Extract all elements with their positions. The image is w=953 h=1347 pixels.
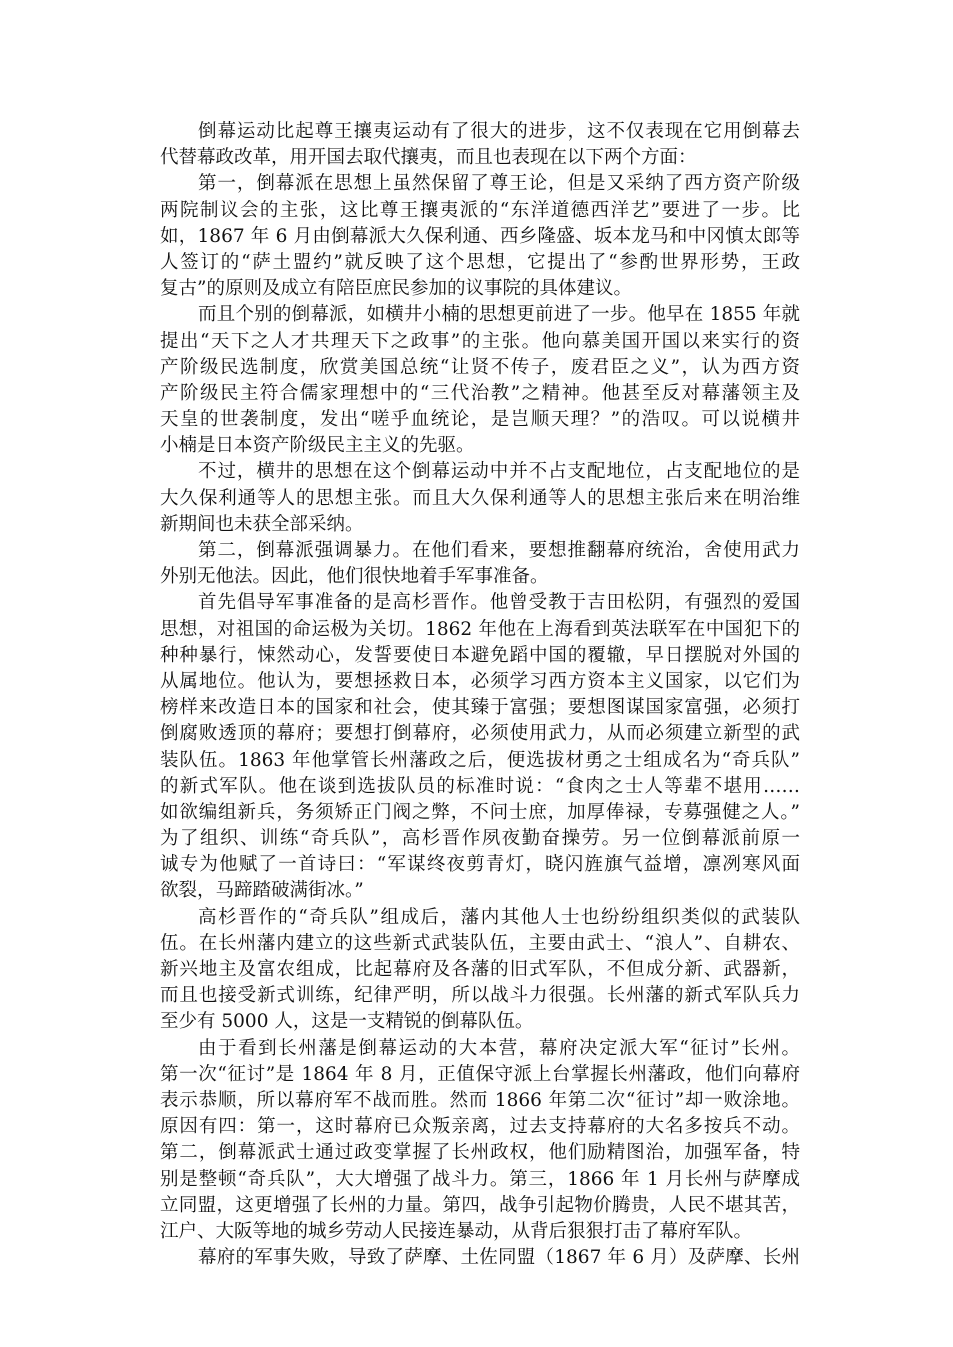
text-line: 诚专为他赋了一首诗曰：“军谋终夜剪青灯，晓闪旌旗气益增，凛冽寒风面 — [160, 854, 800, 876]
text-line: 榜样来改造日本的国家和社会，使其臻于富强；要想图谋国家富强，必须打 — [160, 697, 800, 719]
text-line: 原因有四：第一，这时幕府已众叛亲离，过去支持幕府的大名多按兵不动。 — [160, 1116, 800, 1138]
text-line: 表示恭顺，所以幕府军不战而胜。然而 1866 年第二次“征讨”却一败涂地。 — [160, 1089, 800, 1111]
text-line: 第一，倒幕派在思想上虽然保留了尊王论，但是又采纳了西方资产阶级 — [198, 173, 800, 195]
paragraph — [160, 171, 800, 302]
text-line: 首先倡导军事准备的是高杉晋作。他曾受教于吉田松阴，有强烈的爱国 — [198, 592, 800, 614]
text-line: 代替幕政改革，用开国去取代攘夷，而且也表现在以下两个方面： — [160, 147, 697, 169]
text-line: 不过，横井的思想在这个倒幕运动中并不占支配地位，占支配地位的是 — [198, 461, 800, 483]
text-line: 由于看到长州藩是倒幕运动的大本营，幕府决定派大军“征讨”长州。 — [198, 1037, 800, 1059]
text-line: 幕府的军事失败，导致了萨摩、土佐同盟（1867 年 6 月）及萨摩、长州 — [198, 1247, 800, 1269]
text-line: 天皇的世袭制度，发出“嗟乎血统论，是岂顺天理？”的浩叹。可以说横井 — [160, 409, 800, 431]
paragraph — [160, 538, 800, 590]
text-line: 至少有 5000 人，这是一支精锐的倒幕队伍。 — [160, 1011, 534, 1033]
text-line: 两院制议会的主张，这比尊王攘夷派的“东洋道德西洋艺”要进了一步。比 — [160, 199, 800, 221]
text-line: 为了组织、训练“奇兵队”，高杉晋作夙夜勤奋操劳。另一位倒幕派前原一 — [160, 828, 800, 850]
text-line: 从属地位。他认为，要想拯救日本，必须学习西方资本主义国家，以它们为 — [160, 670, 800, 692]
text-line: 别是整顿“奇兵队”，大大增强了战斗力。第三，1866 年 1 月长州与萨摩成 — [160, 1168, 800, 1190]
text-line: 伍。在长州藩内建立的这些新式武装队伍，主要由武士、“浪人”、自耕农、 — [160, 932, 800, 954]
text-line: 而且也接受新式训练，纪律严明，所以战斗力很强。长州藩的新式军队兵力 — [160, 985, 800, 1007]
text-line: 第二，倒幕派强调暴力。在他们看来，要想推翻幕府统治，舍使用武力 — [198, 540, 800, 561]
text-line: 种种暴行，悚然动心，发誓要使日本避免蹈中国的覆辙，早日摆脱对外国的 — [160, 644, 800, 666]
paragraph — [160, 459, 800, 538]
paragraph — [160, 905, 800, 1036]
text-line: 江户、大阪等地的城乡劳动人民接连暴动，从背后狠狠打击了幕府军队。 — [160, 1220, 753, 1242]
text-line: 欲裂，马蹄踏破满街冰。” — [160, 880, 364, 902]
text-line: 小楠是日本资产阶级民主主义的先驱。 — [160, 435, 475, 457]
text-line: 产阶级民选制度，欣赏美国总统“让贤不传子，废君臣之义”，认为西方资 — [160, 356, 800, 378]
text-line: 立同盟，这更增强了长州的力量。第四，战争引起物价腾贵，人民不堪其苦， — [160, 1194, 800, 1216]
text-line: 新期间也未获全部采纳。 — [160, 513, 364, 535]
text-line: 思想，对祖国的命运极为关切。1862 年他在上海看到英法联军在中国犯下的 — [160, 618, 800, 640]
text-line: 提出“天下之人才共理天下之政事”的主张。他向慕美国开国以来实行的资 — [160, 330, 800, 352]
text-line: 大久保利通等人的思想主张。而且大久保利通等人的思想主张后来在明治维 — [160, 487, 800, 509]
paragraph — [160, 590, 800, 904]
text-line: 第一次“征讨”是 1864 年 8 月，正值保守派上台掌握长州藩政，他们向幕府 — [160, 1063, 800, 1085]
paragraph — [160, 1036, 800, 1246]
paragraph — [160, 119, 800, 171]
paragraph — [160, 1245, 800, 1271]
text-line: 如，1867 年 6 月由倒幕派大久保利通、西乡隆盛、坂本龙马和中冈慎太郎等 — [160, 225, 800, 247]
text-line: 高杉晋作的“奇兵队”组成后，藩内其他人士也纷纷组织类似的武装队 — [198, 906, 800, 928]
text-line: 而且个别的倒幕派，如横井小楠的思想更前进了一步。他早在 1855 年就 — [198, 304, 800, 326]
text-line: 第二，倒幕派武士通过政变掌握了长州政权，他们励精图治，加强军备，特 — [160, 1142, 800, 1164]
text-line: 复古”的原则及成立有陪臣庶民参加的议事院的具体建议。 — [160, 278, 632, 300]
text-line: 的新式军队。他在谈到选拔队员的标准时说：“食肉之士人等辈不堪用…… — [160, 775, 800, 797]
text-line: 外别无他法。因此，他们很快地着手军事准备。 — [160, 566, 549, 588]
paragraph — [160, 302, 800, 459]
text-line: 新兴地主及富农组成，比起幕府及各藩的旧式军队，不但成分新、武器新， — [160, 959, 800, 980]
text-line: 倒幕运动比起尊王攘夷运动有了很大的进步，这不仅表现在它用倒幕去 — [198, 121, 800, 142]
text-line: 人签订的“萨土盟约”就反映了这个思想，它提出了“参酌世界形势，王政 — [160, 251, 800, 273]
text-line: 产阶级民主符合儒家理想中的“三代治教”之精神。他甚至反对幕藩领主及 — [160, 382, 800, 404]
body-text — [160, 119, 800, 1271]
text-line: 如欲编组新兵，务须矫正门阀之弊，不问士庶，加厚俸禄，专募强健之人。” — [160, 801, 800, 823]
text-line: 装队伍。1863 年他掌管长州藩政之后，便选拔材勇之士组成名为“奇兵队” — [160, 749, 800, 771]
text-line: 倒腐败透顶的幕府；要想打倒幕府，必须使用武力，从而必须建立新型的武 — [160, 723, 800, 745]
